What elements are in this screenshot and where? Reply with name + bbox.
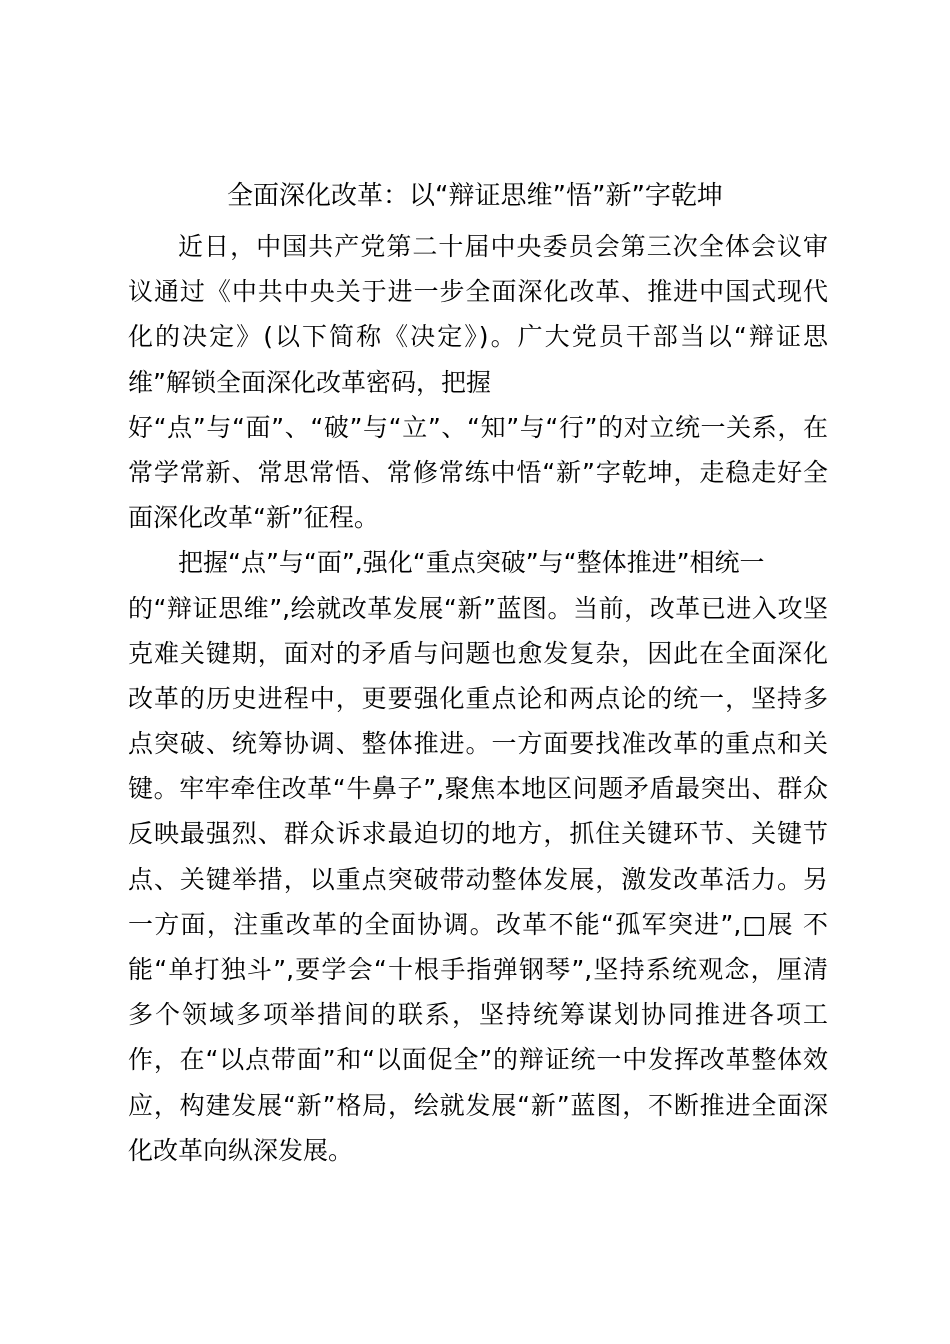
paragraph-2-line-7: 反映最强烈、群众诉求最迫切的地方，抓住关键环节、关键节 <box>128 819 828 849</box>
paragraph-2-line-9: 一方面，注重改革的全面协调。改革不能“孤军突进”,□展 不 <box>128 909 828 939</box>
paragraph-2-line-1: 把握“点”与“面”,强化“重点突破”与“整体推进”相统一 <box>178 548 765 578</box>
paragraph-2-line-2: 的“辩证思维”,绘就改革发展“新”蓝图。当前，改革已进入攻坚 <box>128 593 828 623</box>
paragraph-2-line-10: 能“单打独斗”,要学会“十根手指弹钢琴”,坚持系统观念，厘清 <box>128 955 828 984</box>
paragraph-2-line-11: 多个领域多项举措间的联系，坚持统筹谋划协同推进各项工 <box>128 1000 828 1030</box>
paragraph-2-line-13: 应，构建发展“新”格局，绘就发展“新”蓝图，不断推进全面深 <box>128 1090 828 1120</box>
paragraph-1-line-7: 面深化改革“新”征程。 <box>128 503 379 533</box>
article-body <box>128 224 828 1173</box>
paragraph-2-line-4: 改革的历史进程中，更要强化重点论和两点论的统一，坚持多 <box>128 683 828 713</box>
paragraph-2-line-14: 化改革向纵深发展。 <box>128 1135 354 1165</box>
paragraph-1-line-1: 近日，中国共产党第二十届中央委员会第三次全体会议审 <box>178 232 828 261</box>
paragraph-2-line-5: 点突破、统筹协调、整体推进。一方面要找准改革的重点和关 <box>128 729 828 759</box>
paragraph-1-line-2: 议通过《中共中央关于进一步全面深化改革、推进中国式现代 <box>128 277 828 307</box>
paragraph-2-line-6: 键。牢牢牵住改革“牛鼻子”,聚焦本地区问题矛盾最突出、群众 <box>128 774 828 804</box>
paragraph-2-line-3: 克难关键期，面对的矛盾与问题也愈发复杂，因此在全面深化 <box>128 638 828 668</box>
paragraph-1-line-4: 维”解锁全面深化改革密码，把握 <box>128 367 491 397</box>
paragraph-1-line-6: 常学常新、常思常悟、常修常练中悟“新”字乾坤，走稳走好全 <box>128 457 828 487</box>
paragraph-1-line-3: 化的决定》(以下简称《决定》)。广大党员干部当以“辩证思 <box>128 322 828 352</box>
paragraph-2-line-8: 点、关键举措，以重点突破带动整体发展，激发改革活力。另 <box>128 864 828 894</box>
paragraph-2-line-12: 作，在“以点带面”和“以面促全”的辩证统一中发挥改革整体效 <box>128 1045 828 1075</box>
paragraph-1-line-5: 好“点”与“面”、“破”与“立”、“知”与“行”的对立统一关系，在 <box>128 412 828 442</box>
article-title: 全面深化改革：以“辩证思维”悟”新”字乾坤 <box>227 181 723 211</box>
